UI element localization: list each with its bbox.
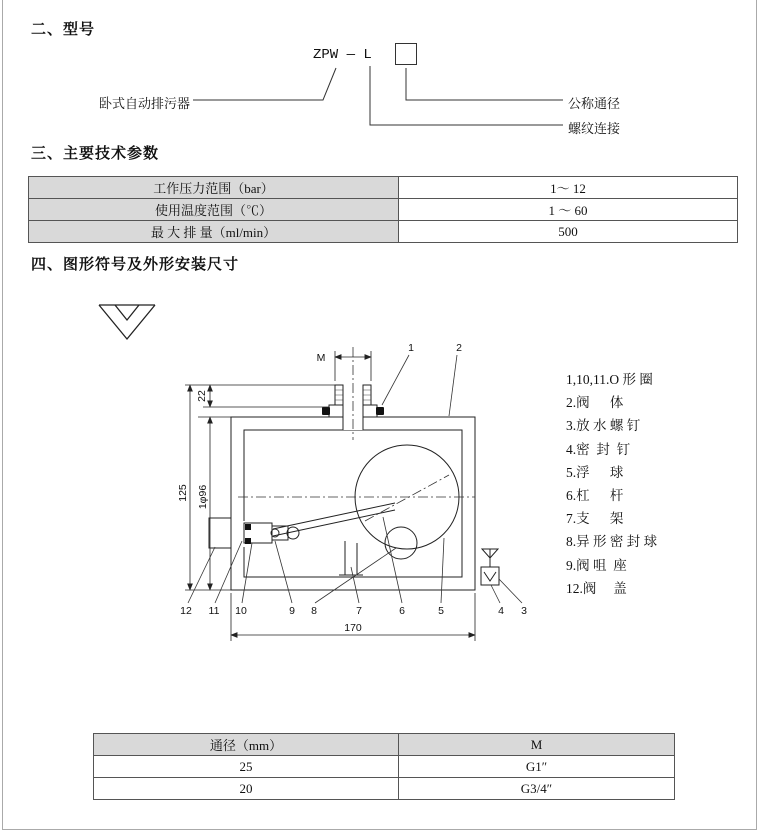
- callout-number: 2: [456, 342, 462, 354]
- param-value: 1 ～ 60: [399, 199, 738, 221]
- size-cell-thread: G1″: [399, 756, 675, 778]
- size-cell-thread: G3/4″: [399, 778, 675, 800]
- dimension-label: M: [316, 352, 326, 364]
- size-table-header-m: M: [399, 734, 675, 756]
- callout-number: 10: [235, 605, 247, 617]
- parts-list-item: 8.异 形 密 封 球: [566, 534, 658, 550]
- drain-screw: [481, 567, 499, 585]
- param-value: 500: [399, 221, 738, 243]
- dimension-label: 22: [196, 390, 208, 402]
- model-connector-lines: [3, 0, 760, 140]
- section-heading-parameters: 三、主要技术参数: [31, 145, 160, 162]
- model-code: ZPW — L: [313, 47, 372, 63]
- surface-finish-symbol: [95, 300, 159, 344]
- parts-list-item: 9.阀 咀 座: [566, 557, 627, 573]
- table-row: [29, 221, 738, 243]
- table-row: [94, 778, 675, 800]
- param-value: 1～ 12: [399, 177, 738, 199]
- size-table: [93, 733, 675, 800]
- dimension-label: 125: [177, 484, 189, 502]
- model-label-nominal-diameter: 公称通径: [568, 96, 621, 111]
- dimension-label: 1φ96: [197, 484, 209, 510]
- size-cell-diameter: 25: [94, 756, 399, 778]
- size-cell-diameter: 20: [94, 778, 399, 800]
- callout-number: 8: [311, 605, 317, 617]
- valve-body: [231, 417, 475, 590]
- model-spec-box: [395, 43, 417, 65]
- o-ring: [376, 407, 384, 415]
- lever: [273, 503, 395, 529]
- dimension-label: 170: [344, 622, 362, 634]
- o-ring: [322, 407, 330, 415]
- model-label-device-name: 卧式自动排污器: [99, 96, 191, 111]
- size-table-header-diameter: 通径（mm）: [94, 734, 399, 756]
- lever: [273, 510, 395, 536]
- o-ring: [245, 524, 251, 530]
- parts-list-item: 1,10,11.O 形 圈: [566, 372, 653, 387]
- parts-list-item: 3.放 水 螺 钉: [566, 418, 641, 434]
- table-row: [29, 199, 738, 221]
- parts-list: [566, 368, 657, 600]
- callout-number: 12: [180, 605, 192, 617]
- callout-number: 7: [356, 605, 362, 617]
- parts-list-item: 5.浮 球: [566, 464, 624, 480]
- sealing-ball: [385, 527, 417, 559]
- callout-number: 6: [399, 605, 405, 617]
- valve-cross-section-drawing: [153, 335, 573, 670]
- param-label: 使用温度范围（℃）: [29, 199, 399, 221]
- callout-number: 9: [289, 605, 295, 617]
- parts-list-item: 7.支 架: [566, 511, 624, 527]
- callout-number: 3: [521, 605, 527, 617]
- section-heading-dimensions: 四、图形符号及外形安装尺寸: [31, 256, 240, 273]
- table-row: [29, 177, 738, 199]
- callout-number: 1: [408, 342, 414, 354]
- document-page: [2, 0, 757, 830]
- parts-list-item: 4.密 封 钉: [566, 441, 631, 457]
- callout-number: 4: [498, 605, 504, 617]
- callout-number: 11: [208, 605, 220, 617]
- callout-number: 5: [438, 605, 444, 617]
- param-label: 工作压力范围（bar）: [29, 177, 399, 199]
- table-row: [94, 756, 675, 778]
- o-ring: [245, 538, 251, 544]
- valve-cover: [209, 518, 231, 548]
- section-heading-model: 二、型号: [31, 21, 96, 38]
- parts-list-item: 12.阀 盖: [566, 580, 627, 596]
- table-header-row: [94, 734, 675, 756]
- model-label-thread-connection: 螺纹连接: [568, 121, 621, 136]
- parts-list-item: 6.杠 杆: [566, 488, 624, 504]
- parts-list-item: 2.阀 体: [566, 395, 624, 411]
- technical-parameters-table: [28, 176, 738, 243]
- param-label: 最 大 排 量（ml/min）: [29, 221, 399, 243]
